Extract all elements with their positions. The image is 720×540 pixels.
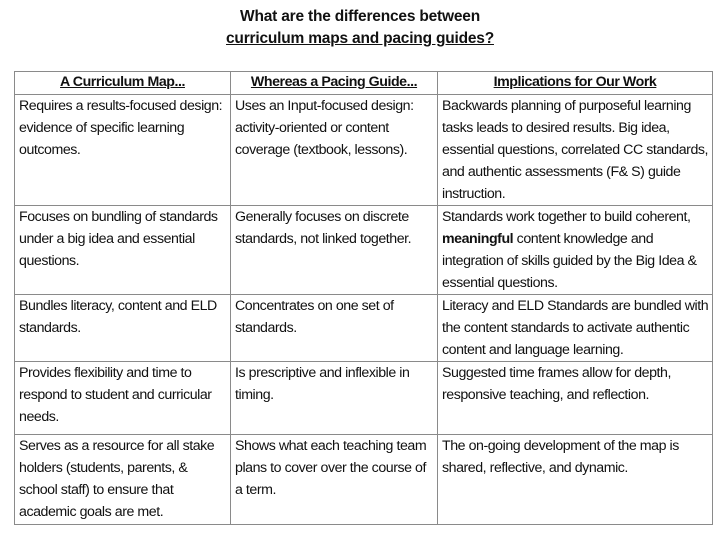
implications-cell: Literacy and ELD Standards are bundled with the content standards to activate authentic content and language learning. <box>438 295 713 362</box>
curriculum-map-cell: Focuses on bundling of standards under a big idea and essential questions. <box>15 206 231 295</box>
table-row <box>15 95 713 206</box>
table-row <box>15 362 713 435</box>
implications-bold-word: meaningful <box>442 231 514 247</box>
page-title <box>0 6 720 50</box>
pacing-guide-cell: Shows what each teaching team plans to cover over the course of a term. <box>231 435 438 525</box>
implications-text-before: Standards work together to build coherent, <box>442 209 691 225</box>
header-pacing-guide: Whereas a Pacing Guide... <box>231 72 438 95</box>
comparison-table <box>14 71 713 525</box>
implications-cell: The on-going development of the map is shared, reflective, and dynamic. <box>438 435 713 525</box>
curriculum-map-cell: Provides flexibility and time to respond to student and curricular needs. <box>15 362 231 435</box>
table-row <box>15 206 713 295</box>
implications-cell <box>438 206 713 295</box>
header-row <box>15 72 713 95</box>
pacing-guide-cell: Is prescriptive and inflexible in timing. <box>231 362 438 435</box>
table-row <box>15 435 713 525</box>
implications-cell: Suggested time frames allow for depth, responsive teaching, and reflection. <box>438 362 713 435</box>
title-line-2: curriculum maps and pacing guides? <box>226 30 494 47</box>
table-row <box>15 295 713 362</box>
implications-text-after: content knowledge and integration of skills guided by the Big Idea & essential questions. <box>442 231 697 291</box>
title-line-1: What are the differences between <box>240 8 480 25</box>
pacing-guide-cell: Generally focuses on discrete standards, not linked together. <box>231 206 438 295</box>
curriculum-map-cell: Requires a results-focused design: evidence of specific learning outcomes. <box>15 95 231 206</box>
implications-cell: Backwards planning of purposeful learning tasks leads to desired results. Big idea, essential questions, correlated CC standards, and authentic assessments (F& S) guide instruction. <box>438 95 713 206</box>
header-curriculum-map: A Curriculum Map... <box>15 72 231 95</box>
header-implications: Implications for Our Work <box>438 72 713 95</box>
pacing-guide-cell: Concentrates on one set of standards. <box>231 295 438 362</box>
curriculum-map-cell: Serves as a resource for all stake holders (students, parents, & school staff) to ensure that academic goals are met. <box>15 435 231 525</box>
curriculum-map-cell: Bundles literacy, content and ELD standards. <box>15 295 231 362</box>
pacing-guide-cell: Uses an Input-focused design: activity-oriented or content coverage (textbook, lessons). <box>231 95 438 206</box>
